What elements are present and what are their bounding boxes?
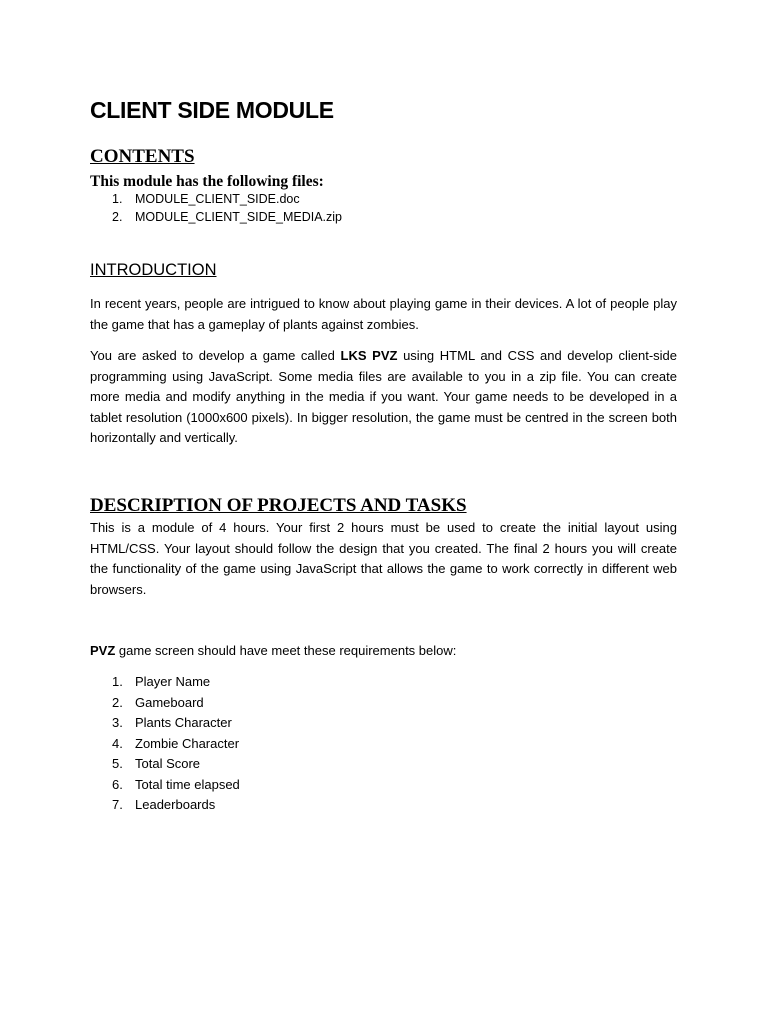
requirement-text: Leaderboards <box>135 797 216 812</box>
list-number: 2. <box>112 694 123 710</box>
document-title: CLIENT SIDE MODULE <box>90 97 334 123</box>
file-name: MODULE_CLIENT_SIDE.doc <box>135 192 300 206</box>
list-item <box>90 754 240 775</box>
paragraph-text: game screen should have meet these requirements below: <box>115 643 457 658</box>
list-item <box>90 713 240 734</box>
list-item <box>90 693 240 714</box>
list-number: 2. <box>112 210 123 224</box>
paragraph-text: using HTML and CSS and develop client-side programming using JavaScript. Some media files are available to you in a zip file. You can create more media and modify anything in the media if you want. Your game needs to be developed in a tablet resolution (1000x600 pixels). In bigger resolution, the game must be centred in the screen both horizontally and vertically. <box>90 348 677 445</box>
game-name: LKS PVZ <box>340 348 398 363</box>
requirement-text: Total time elapsed <box>135 776 240 792</box>
list-item <box>90 734 240 755</box>
description-paragraph: This is a module of 4 hours. Your first 2 hours must be used to create the initial layout using HTML/CSS. Your layout should follow the design that you created. The final 2 hours you will create the functionality of the game using JavaScript that allows the game to work correctly in different web browsers. <box>90 520 677 597</box>
requirement-text: Total Score <box>135 756 201 771</box>
list-item <box>90 190 342 208</box>
list-number: 5. <box>112 756 123 771</box>
list-item <box>90 795 240 816</box>
requirement-text: Zombie Character <box>135 735 240 751</box>
requirements-intro <box>90 641 677 662</box>
introduction-paragraph-1: In recent years, people are intrigued to know about playing game in their devices. A lot of people play the game that has a gameplay of plants against zombies. <box>90 296 677 332</box>
list-item <box>90 672 240 693</box>
contents-heading: CONTENTS <box>90 146 195 167</box>
requirement-text: Plants Character <box>135 715 232 730</box>
description-heading: DESCRIPTION OF PROJECTS AND TASKS <box>90 495 467 516</box>
paragraph-text: You are asked to develop a game called <box>90 348 341 363</box>
list-number: 1. <box>112 674 123 689</box>
list-number: 1. <box>112 192 123 206</box>
requirements-list <box>90 672 240 816</box>
list-item <box>90 775 240 796</box>
requirement-text: Player Name <box>135 674 211 689</box>
list-number: 4. <box>112 735 123 751</box>
introduction-paragraph-2 <box>90 346 677 449</box>
file-list <box>90 190 342 226</box>
game-abbreviation: PVZ <box>90 643 116 658</box>
list-number: 3. <box>112 715 123 730</box>
list-item <box>90 208 342 226</box>
file-name: MODULE_CLIENT_SIDE_MEDIA.zip <box>135 210 343 224</box>
list-number: 6. <box>112 776 123 792</box>
requirement-text: Gameboard <box>135 694 204 710</box>
files-intro: This module has the following files: <box>90 173 324 190</box>
introduction-heading: INTRODUCTION <box>90 261 217 279</box>
list-number: 7. <box>112 797 123 812</box>
